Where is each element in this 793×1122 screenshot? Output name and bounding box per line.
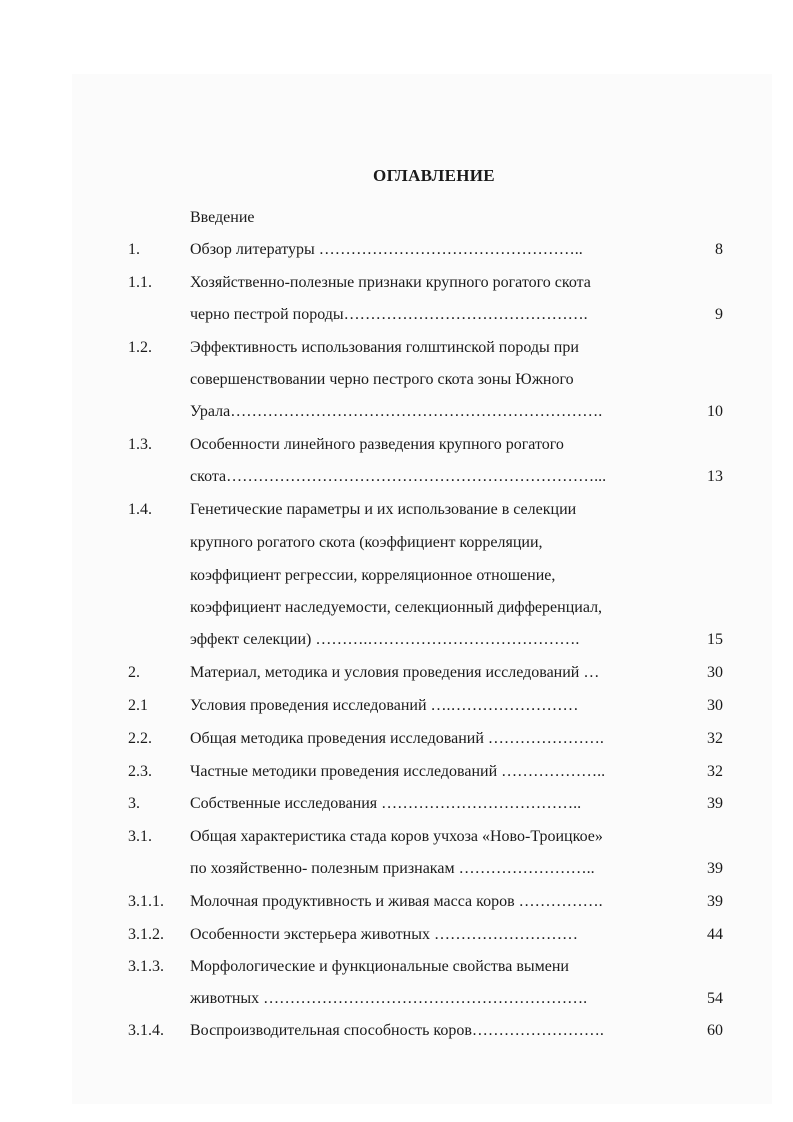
toc-entry-number: 2.3. xyxy=(128,763,152,780)
toc-entry-number: 1.2. xyxy=(128,339,152,356)
toc-entry-page: 8 xyxy=(715,241,723,258)
toc-entry-page: 44 xyxy=(707,926,723,943)
toc-entry-text[interactable]: Эффективность использования голштинской породы при xyxy=(190,339,579,356)
toc-entry-number: 3.1.3. xyxy=(128,958,164,975)
page-title: ОГЛАВЛЕНИЕ xyxy=(373,166,495,185)
toc-entry-text[interactable]: Материал, методика и условия проведения исследований … xyxy=(190,664,600,681)
toc-entry-number: 2.2. xyxy=(128,730,152,747)
toc-entry-number: 2.1 xyxy=(128,697,148,714)
toc-entry-number: 3.1.4. xyxy=(128,1022,164,1039)
toc-entry-text[interactable]: коэффициент регрессии, корреляционное отношение, xyxy=(190,567,556,584)
toc-entry-page: 39 xyxy=(707,795,723,812)
toc-entry-text[interactable]: Хозяйственно-полезные признаки крупного рогатого скота xyxy=(190,274,591,291)
toc-entry-text[interactable]: крупного рогатого скота (коэффициент корреляции, xyxy=(190,534,543,551)
toc-entry-page: 32 xyxy=(707,763,723,780)
toc-entry-text[interactable]: Собственные исследования ……………………………….. xyxy=(190,795,582,812)
toc-entry-text[interactable]: Общая методика проведения исследований …………………. xyxy=(190,730,604,747)
toc-entry-text[interactable]: Условия проведения исследований ….…………………… xyxy=(190,697,579,714)
toc-entry-text[interactable]: эффект селекции) ……….…………………………………. xyxy=(190,631,580,648)
toc-entry-text[interactable]: животных ……………………………………………………. xyxy=(190,990,588,1007)
toc-entry-number: 1.1. xyxy=(128,274,152,291)
toc-entry-page: 15 xyxy=(707,631,723,648)
toc-entry-number: 1.3. xyxy=(128,436,152,453)
toc-entry-page: 39 xyxy=(707,860,723,877)
toc-entry-number: 1.4. xyxy=(128,501,152,518)
toc-entry-page: 30 xyxy=(707,697,723,714)
toc-entry-text[interactable]: Общая характеристика стада коров учхоза «Ново-Троицкое» xyxy=(190,828,603,845)
toc-entry-text[interactable]: Особенности экстерьера животных ……………………… xyxy=(190,926,578,943)
toc-entry-page: 10 xyxy=(707,403,723,420)
toc-entry-text[interactable]: Генетические параметры и их использование в селекции xyxy=(190,501,577,518)
toc-entry-page: 9 xyxy=(715,306,723,323)
toc-entry-text[interactable]: Обзор литературы ………………………………………….. xyxy=(190,241,583,258)
toc-entry-page: 32 xyxy=(707,730,723,747)
toc-entry-number: 3.1.1. xyxy=(128,893,164,910)
toc-entry-text[interactable]: Урала……………………………………………………………. xyxy=(190,403,603,420)
toc-entry-number: 3.1. xyxy=(128,828,152,845)
toc-entry-page: 13 xyxy=(707,468,723,485)
toc-entry-page: 54 xyxy=(707,990,723,1007)
toc-entry-number: 1. xyxy=(128,241,140,258)
toc-entry-text[interactable]: совершенствовании черно пестрого скота зоны Южного xyxy=(190,371,574,388)
toc-entry-page: 30 xyxy=(707,664,723,681)
toc-entry-number: 3. xyxy=(128,795,140,812)
toc-entry-text[interactable]: черно пестрой породы………………………………………. xyxy=(190,306,588,323)
toc-entry-text[interactable]: Морфологические и функциональные свойства вымени xyxy=(190,958,569,975)
toc-entry-intro-text[interactable]: Введение xyxy=(190,209,255,226)
toc-entry-text[interactable]: скота……………………………………………………………... xyxy=(190,468,607,485)
toc-entry-text[interactable]: Воспроизводительная способность коров……………………. xyxy=(190,1022,604,1039)
toc-entry-text[interactable]: Особенности линейного разведения крупного рогатого xyxy=(190,436,564,453)
toc-entry-page: 60 xyxy=(707,1022,723,1039)
toc-entry-text[interactable]: Молочная продуктивность и живая масса коров ……………. xyxy=(190,893,603,910)
toc-entry-text[interactable]: Частные методики проведения исследований ……………….. xyxy=(190,763,606,780)
toc-entry-text[interactable]: коэффициент наследуемости, селекционный дифференциал, xyxy=(190,599,603,616)
toc-entry-text[interactable]: по хозяйственно- полезным признакам …………………….. xyxy=(190,860,595,877)
toc-entry-number: 2. xyxy=(128,664,140,681)
toc-entry-number: 3.1.2. xyxy=(128,926,164,943)
toc-entry-page: 39 xyxy=(707,893,723,910)
